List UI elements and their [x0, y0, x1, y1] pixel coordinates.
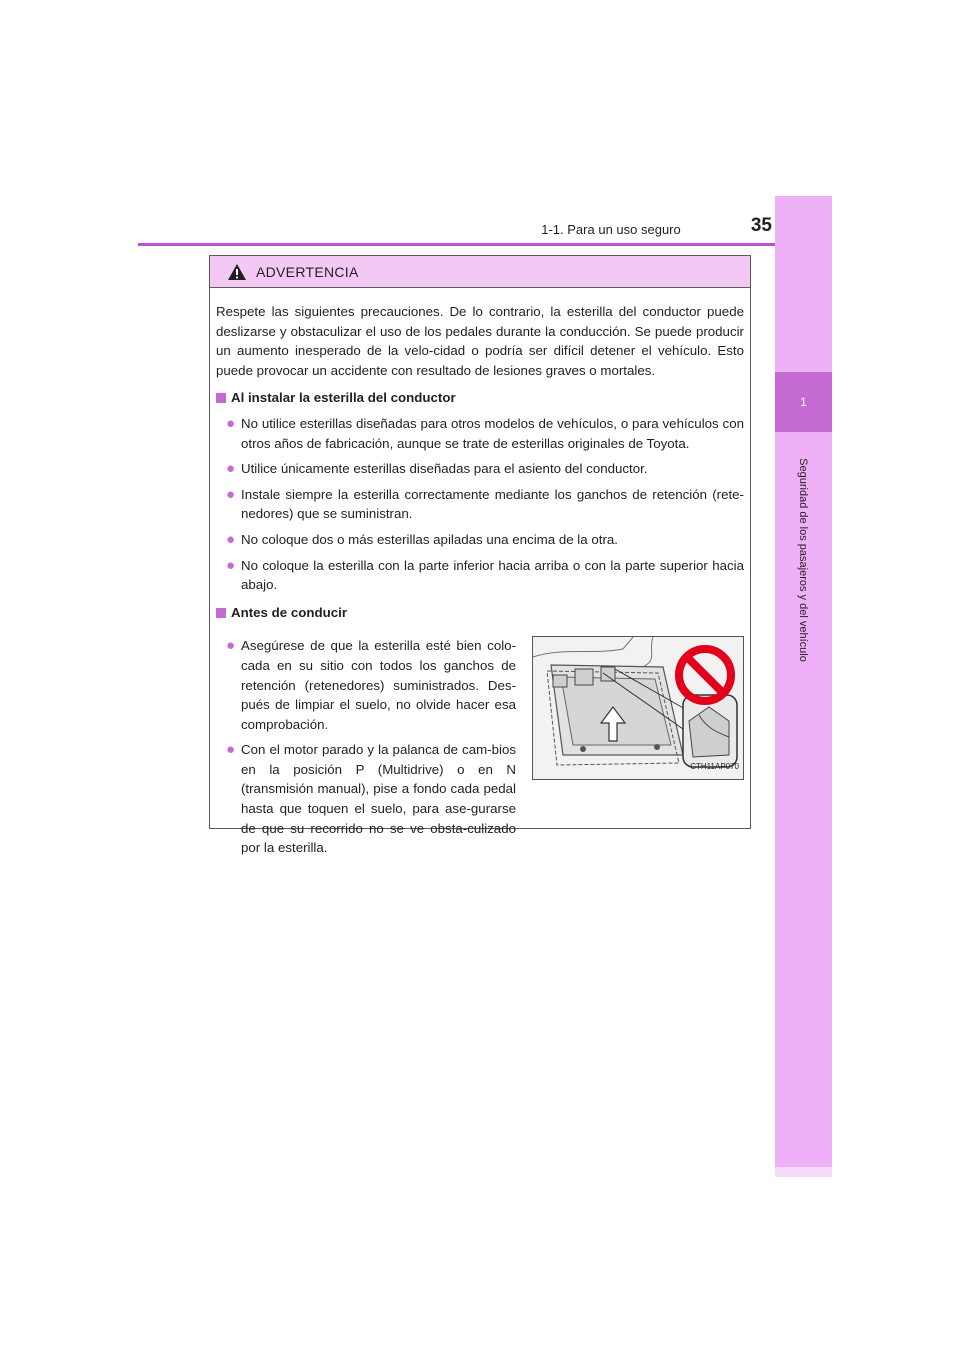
- page-number: 35: [750, 215, 772, 236]
- chapter-number: 1: [775, 372, 832, 432]
- circle-bullet-icon: ●: [226, 530, 236, 548]
- list-item-text: No coloque dos o más esterillas apiladas una encima de la otra.: [241, 531, 618, 547]
- list-item: [226, 530, 744, 550]
- list-item: [226, 636, 516, 734]
- warning-intro: Respete las siguientes precauciones. De lo contrario, la esterilla del conductor puede deslizarse y obstaculizar el uso de los pedales durante la conducción. Se puede producir un aumento inesperado de la velo-cidad o podría ser difícil detener el vehículo. Esto puede provocar un accidente con resultado de lesiones graves o mortales.: [216, 304, 744, 378]
- subheading-install-text: Al instalar la esterilla del conductor: [231, 390, 456, 406]
- list-item: [226, 485, 744, 524]
- square-bullet-icon: [216, 393, 226, 403]
- list-item: [226, 556, 744, 595]
- warning-body: [216, 302, 744, 858]
- list-item: [226, 459, 744, 479]
- section-title: 1-1. Para un uso seguro: [541, 222, 681, 237]
- chapter-title: Seguridad de los pasajeros y del vehículo: [797, 458, 809, 662]
- header-rule: [138, 243, 832, 246]
- chapter-tab-foot: [775, 1167, 832, 1177]
- list-item-text: No utilice esterillas diseñadas para otros modelos de vehículos, o para vehículos con otros años de fabricación, aunque se trate de esterillas originales de Toyota.: [241, 415, 744, 451]
- warning-title: ADVERTENCIA: [256, 264, 359, 280]
- before-driving-section: [216, 636, 744, 858]
- circle-bullet-icon: ●: [226, 741, 236, 759]
- chapter-tab: [775, 196, 832, 1167]
- square-bullet-icon: [216, 608, 226, 618]
- list-item-text: Instale siempre la esterilla correctamente mediante los ganchos de retención (rete-nedores) que se suministran.: [241, 486, 744, 522]
- subheading-before-driving: [216, 603, 744, 623]
- list-item-text: Asegúrese de que la esterilla esté bien colo-cada en su sitio con todos los ganchos de retención (retenedores) suministrados. Des-pués de limpiar el suelo, no olvide hacer esa comprobación.: [241, 638, 516, 732]
- circle-bullet-icon: ●: [226, 414, 236, 432]
- warning-box: [209, 255, 751, 856]
- figure-caption: CTH11AP070: [690, 761, 739, 771]
- warning-header: [210, 256, 750, 288]
- floor-mat-illustration: [532, 636, 744, 780]
- list-item-text: Utilice únicamente esterillas diseñadas para el asiento del conductor.: [241, 461, 648, 477]
- circle-bullet-icon: ●: [226, 556, 236, 574]
- list-item-text: No coloque la esterilla con la parte inferior hacia arriba o con la parte superior hacia abajo.: [241, 557, 744, 593]
- list-item-text: Con el motor parado y la palanca de cam-bios en la posición P (Multidrive) o en N (transmisión manual), pise a fondo cada pedal hasta que toquen el suelo, para ase-gurarse de que su recorrido no se ve obsta-culizado por la esterilla.: [241, 742, 516, 856]
- list-item: [226, 740, 516, 858]
- list-item: [226, 414, 744, 453]
- circle-bullet-icon: ●: [226, 485, 236, 503]
- circle-bullet-icon: ●: [226, 460, 236, 478]
- before-driving-text: [216, 636, 516, 858]
- circle-bullet-icon: ●: [226, 637, 236, 655]
- warning-triangle-icon: [227, 263, 247, 281]
- subheading-install: [216, 388, 744, 408]
- subheading-before-driving-text: Antes de conducir: [231, 604, 347, 620]
